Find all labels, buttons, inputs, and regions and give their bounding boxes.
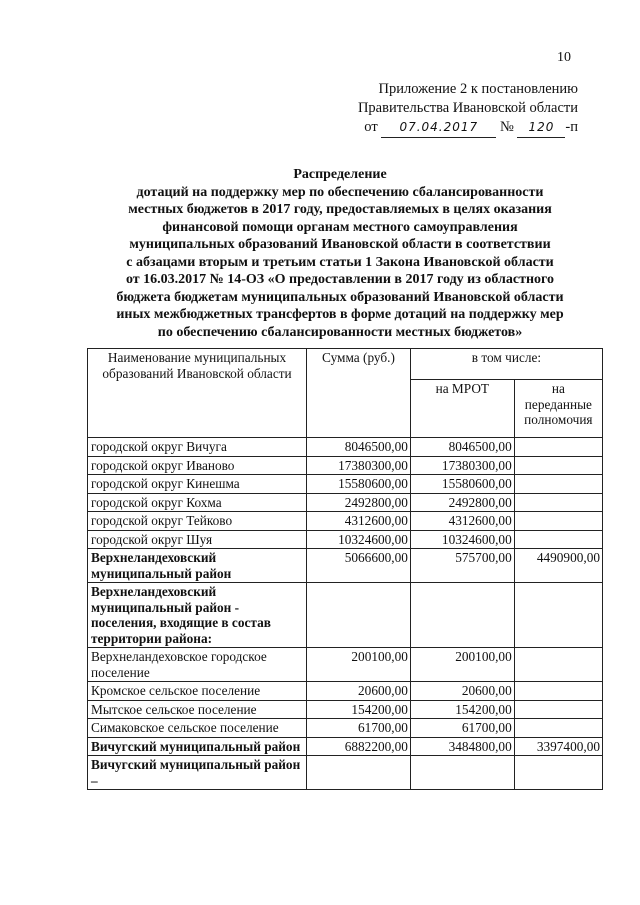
table-row — [88, 493, 603, 512]
header-sum: Сумма (руб.) — [307, 349, 411, 438]
title-line: местных бюджетов в 2017 году, предоставляемых в целях оказания — [128, 202, 552, 217]
row-sum-cell: 200100,00 — [307, 648, 411, 682]
row-delegated-cell — [514, 682, 602, 701]
row-delegated-cell — [514, 583, 602, 648]
table-row — [88, 549, 603, 583]
number-suffix: -п — [565, 119, 578, 135]
row-mrot-cell — [410, 756, 514, 790]
row-delegated-cell — [514, 719, 602, 738]
row-delegated-cell — [514, 700, 602, 719]
row-delegated-cell — [514, 530, 602, 549]
header-including: в том числе: — [410, 349, 602, 380]
title-line: финансовой помощи органам местного самоуправления — [162, 219, 518, 235]
title-line: дотаций на поддержку мер по обеспечению сбалансированности — [136, 184, 544, 200]
title-lines — [80, 184, 600, 342]
row-delegated-cell — [514, 475, 602, 494]
from-label: от — [364, 119, 378, 135]
document-title — [80, 166, 600, 341]
row-delegated-cell — [514, 456, 602, 475]
table-row — [88, 438, 603, 457]
row-delegated-cell — [514, 648, 602, 682]
row-name-cell: городской округ Кинешма — [88, 475, 307, 494]
row-name-cell: городской округ Тейково — [88, 512, 307, 531]
table-row — [88, 756, 603, 790]
header-name: Наименование муниципальных образований Ивановской области — [88, 349, 307, 438]
row-name-cell: Верхнеландеховский муниципальный район — [88, 549, 307, 583]
row-sum-cell: 8046500,00 — [307, 438, 411, 457]
row-sum-cell: 6882200,00 — [307, 737, 411, 756]
table-row — [88, 530, 603, 549]
row-sum-cell: 2492800,00 — [307, 493, 411, 512]
row-delegated-cell — [514, 756, 602, 790]
table-row — [88, 682, 603, 701]
row-mrot-cell: 575700,00 — [410, 549, 514, 583]
row-sum-cell: 17380300,00 — [307, 456, 411, 475]
row-mrot-cell: 10324600,00 — [410, 530, 514, 549]
number-label: № — [499, 119, 514, 135]
row-delegated-cell — [514, 493, 602, 512]
row-mrot-cell: 20600,00 — [410, 682, 514, 701]
row-delegated-cell: 3397400,00 — [514, 737, 602, 756]
title-line: по обеспечению сбалансированности местных бюджетов» — [157, 324, 523, 340]
row-name-cell: Мытское сельское поселение — [88, 700, 307, 719]
header-mrot: на МРОТ — [410, 380, 514, 438]
row-delegated-cell: 4490900,00 — [514, 549, 602, 583]
table-row — [88, 456, 603, 475]
row-name-cell: Кромское сельское поселение — [88, 682, 307, 701]
row-mrot-cell: 200100,00 — [410, 648, 514, 682]
row-mrot-cell: 61700,00 — [410, 719, 514, 738]
title-line: от 16.03.2017 № 14-ОЗ «О предоставлении в 2017 году из областного — [125, 272, 555, 287]
table-body — [88, 438, 603, 790]
table-row — [88, 648, 603, 682]
table-row — [88, 737, 603, 756]
row-sum-cell: 20600,00 — [307, 682, 411, 701]
row-sum-cell — [307, 583, 411, 648]
row-sum-cell: 61700,00 — [307, 719, 411, 738]
row-mrot-cell: 154200,00 — [410, 700, 514, 719]
row-mrot-cell: 8046500,00 — [410, 438, 514, 457]
row-name-cell: городской округ Кохма — [88, 493, 307, 512]
row-name-cell: городской округ Вичуга — [88, 438, 307, 457]
appendix-line-3 — [318, 118, 578, 138]
decree-date: 07.04.2017 — [381, 118, 496, 138]
row-mrot-cell: 4312600,00 — [410, 512, 514, 531]
row-mrot-cell: 15580600,00 — [410, 475, 514, 494]
title-line: иных межбюджетных трансфертов в форме дотаций на поддержку мер — [116, 307, 564, 322]
title-heading: Распределение — [293, 167, 387, 182]
row-name-cell: Симаковское сельское поселение — [88, 719, 307, 738]
title-line: с абзацами вторым и третьим статьи 1 Закона Ивановской области — [126, 254, 554, 270]
table-row — [88, 583, 603, 648]
row-mrot-cell — [410, 583, 514, 648]
table-row — [88, 719, 603, 738]
row-mrot-cell: 3484800,00 — [410, 737, 514, 756]
table-row — [88, 475, 603, 494]
distribution-table — [87, 348, 603, 790]
appendix-header — [318, 80, 578, 138]
row-sum-cell: 154200,00 — [307, 700, 411, 719]
row-sum-cell: 15580600,00 — [307, 475, 411, 494]
appendix-line-1: Приложение 2 к постановлению — [378, 81, 578, 97]
row-sum-cell: 4312600,00 — [307, 512, 411, 531]
row-name-cell: Верхнеландеховский муниципальный район - поселения, входящие в состав территории района: — [88, 583, 307, 648]
header-delegated: на переданные полномочия — [514, 380, 602, 438]
title-line: муниципальных образований Ивановской области в соответствии — [129, 237, 551, 252]
row-mrot-cell: 2492800,00 — [410, 493, 514, 512]
row-delegated-cell — [514, 438, 602, 457]
appendix-line-2: Правительства Ивановской области — [357, 100, 578, 116]
row-name-cell: городской округ Иваново — [88, 456, 307, 475]
row-name-cell: городской округ Шуя — [88, 530, 307, 549]
row-mrot-cell: 17380300,00 — [410, 456, 514, 475]
decree-number: 120 — [517, 118, 565, 138]
row-name-cell: Верхнеландеховское городское поселение — [88, 648, 307, 682]
row-sum-cell: 10324600,00 — [307, 530, 411, 549]
table-row — [88, 512, 603, 531]
row-name-cell: Вичугский муниципальный район — [88, 737, 307, 756]
row-name-cell: Вичугский муниципальный район – — [88, 756, 307, 790]
title-line: бюджета бюджетам муниципальных образований Ивановской области — [116, 289, 564, 305]
page-number: 10 — [557, 50, 571, 65]
row-sum-cell — [307, 756, 411, 790]
row-delegated-cell — [514, 512, 602, 531]
row-sum-cell: 5066600,00 — [307, 549, 411, 583]
table-row — [88, 700, 603, 719]
